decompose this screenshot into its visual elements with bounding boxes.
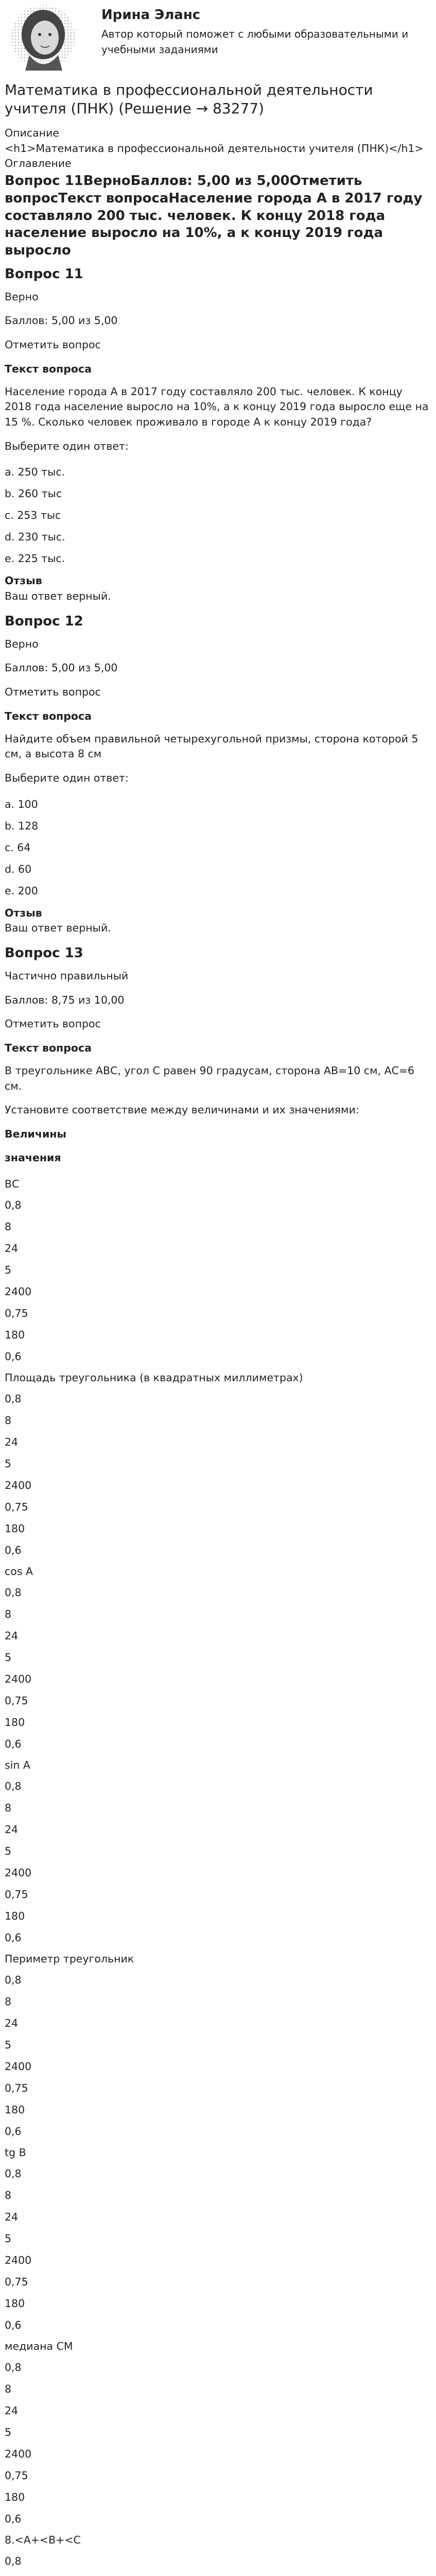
column-header-quantities: Величины [5, 1128, 67, 1140]
match-value-option[interactable]: 24 [5, 1823, 19, 1836]
match-row [5, 1948, 431, 2142]
author-subtitle: Автор который поможет с любыми образовательными и учебными заданиями [101, 27, 409, 56]
match-value-option[interactable]: 0,75 [5, 1694, 28, 1707]
match-row-label: 8.<A+<B+<C [5, 2534, 81, 2547]
match-row-label: Периметр треугольник [5, 1953, 134, 1965]
match-value-option[interactable]: 5 [5, 1264, 12, 1277]
question-score: Баллов: 5,00 из 5,00 [5, 662, 118, 674]
match-value-option[interactable]: 24 [5, 1242, 19, 1255]
feedback-text: Ваш ответ верный. [5, 922, 111, 935]
answer-prompt: Выберите один ответ: [5, 772, 129, 785]
question-title: Вопрос 11 [5, 266, 83, 282]
match-value-option[interactable]: 0,75 [5, 2469, 28, 2482]
match-value-option[interactable]: 8 [5, 1995, 12, 2008]
match-value-option[interactable]: 8 [5, 1802, 12, 1815]
match-value-option[interactable]: 0,75 [5, 1501, 28, 1514]
match-value-option[interactable]: 0,8 [5, 2361, 22, 2374]
column-header-values: значения [5, 1151, 61, 1164]
match-value-option[interactable]: 0,75 [5, 1888, 28, 1901]
match-value-option[interactable]: 0,8 [5, 2167, 22, 2180]
question-text: Найдите объем правильной четырехугольной призмы, сторона которой 5 см, а высота 8 см [5, 732, 418, 760]
match-value-option[interactable]: 5 [5, 1458, 12, 1470]
match-value-option[interactable]: 24 [5, 1630, 19, 1642]
question-status: Частично правильный [5, 969, 129, 982]
question-text-label: Текст вопроса [5, 1042, 92, 1055]
match-row [5, 2530, 431, 2576]
answer-options [5, 793, 431, 902]
match-value-option[interactable]: 2400 [5, 1479, 32, 1492]
answer-option[interactable]: a. 250 тыс. [5, 466, 65, 479]
author-info [82, 4, 431, 57]
match-value-option[interactable]: 180 [5, 1910, 25, 1923]
match-value-option[interactable]: 180 [5, 2297, 25, 2310]
match-value-option[interactable]: 2400 [5, 1673, 32, 1686]
match-value-option[interactable]: 8 [5, 1221, 12, 1233]
question-12 [5, 613, 431, 936]
match-value-option[interactable]: 24 [5, 2211, 19, 2224]
match-value-option[interactable]: 0,8 [5, 2555, 22, 2568]
match-row-label: sin A [5, 1759, 30, 1772]
match-instruction: Установите соответствие между величинами и их значениями: [5, 1104, 359, 1116]
question-11 [5, 266, 431, 604]
match-value-option[interactable]: 8 [5, 2189, 12, 2202]
match-value-option[interactable]: 0,8 [5, 1199, 22, 1212]
match-value-option[interactable]: 8 [5, 2383, 12, 2396]
match-row-label: tg B [5, 2146, 26, 2159]
match-value-option[interactable]: 24 [5, 2017, 19, 2030]
question-text: В треугольнике АВС, угол С равен 90 градусам, сторона АВ=10 см, АС=6 см. [5, 1064, 415, 1092]
description-label: Описание [5, 126, 60, 139]
flag-question-link[interactable]: Отметить вопрос [5, 338, 101, 351]
author-name[interactable]: Ирина Эланс [101, 7, 201, 23]
match-row-label: ВС [5, 1178, 20, 1191]
author-header [5, 0, 431, 71]
match-value-option[interactable]: 180 [5, 1716, 25, 1729]
feedback-text: Ваш ответ верный. [5, 590, 111, 603]
match-value-option[interactable]: 5 [5, 2039, 12, 2052]
match-value-option[interactable]: 180 [5, 2491, 25, 2504]
match-value-option[interactable]: 0,8 [5, 1393, 22, 1405]
match-row [5, 2142, 431, 2336]
author-avatar[interactable] [5, 4, 82, 71]
answer-option[interactable]: d. 230 тыс. [5, 531, 65, 544]
match-value-option[interactable]: 2400 [5, 1867, 32, 1879]
match-value-option[interactable]: 24 [5, 1436, 19, 1449]
answer-option[interactable]: c. 253 тыс [5, 509, 61, 522]
page-title: Математика в профессиональной деятельности учителя (ПНК) (Решение → 83277) [5, 81, 373, 117]
feedback-label: Отзыв [5, 574, 42, 587]
match-value-option[interactable]: 0,8 [5, 1780, 22, 1793]
answer-prompt: Выберите один ответ: [5, 439, 129, 452]
toc-summary: Вопрос 11ВерноБаллов: 5,00 из 5,00Отметить вопросТекст вопросаНаселение города А в 2017 году составляло 200 тыс. человек. К концу 2018 года население выросло на 10%, а к концу 2019 года выросло [5, 173, 423, 259]
question-13 [5, 945, 431, 2576]
match-value-option[interactable]: 5 [5, 2232, 12, 2245]
question-text: Население города А в 2017 году составляло 200 тыс. человек. К концу 2018 года население выросло на 10%, а к концу 2019 года выросло еще на 15 %. Сколько человек проживало в городе А к концу 2019 года? [5, 385, 429, 429]
match-value-option[interactable]: 0,75 [5, 1307, 28, 1320]
match-value-option[interactable]: 2400 [5, 2254, 32, 2267]
question-title: Вопрос 13 [5, 945, 83, 961]
match-row [5, 2336, 431, 2530]
match-row-label: Площадь треугольника (в квадратных миллиметрах) [5, 1371, 303, 1384]
match-value-option[interactable]: 0,6 [5, 2125, 22, 2138]
match-row-label: медиана СМ [5, 2340, 73, 2353]
answer-options [5, 461, 431, 569]
match-value-option[interactable]: 180 [5, 1329, 25, 1342]
answer-option[interactable]: e. 200 [5, 884, 38, 897]
flag-question-link[interactable]: Отметить вопрос [5, 1018, 101, 1030]
match-row [5, 1755, 431, 1948]
answer-option[interactable]: e. 225 тыс. [5, 552, 65, 565]
match-value-option[interactable]: 2400 [5, 2060, 32, 2073]
match-value-option[interactable]: 0,75 [5, 2276, 28, 2289]
match-value-option[interactable]: 0,6 [5, 1544, 22, 1557]
match-value-option[interactable]: 180 [5, 2104, 25, 2116]
match-value-option[interactable]: 0,6 [5, 1931, 22, 1944]
match-value-option[interactable]: 0,6 [5, 2319, 22, 2332]
match-row [5, 1561, 431, 1755]
matching-list [5, 1174, 431, 2576]
match-value-option[interactable]: 180 [5, 1522, 25, 1535]
match-value-option[interactable]: 0,6 [5, 2513, 22, 2526]
flag-question-link[interactable]: Отметить вопрос [5, 686, 101, 699]
match-row [5, 1367, 431, 1561]
match-value-option[interactable]: 0,6 [5, 1350, 22, 1363]
feedback-label: Отзыв [5, 906, 42, 919]
match-value-option[interactable]: 0,8 [5, 1586, 22, 1599]
answer-option[interactable]: a. 100 [5, 798, 38, 810]
match-value-option[interactable]: 2400 [5, 2448, 32, 2461]
match-value-option[interactable]: 0,6 [5, 1738, 22, 1751]
question-score: Баллов: 8,75 из 10,00 [5, 993, 125, 1006]
question-status: Верно [5, 637, 39, 650]
question-text-label: Текст вопроса [5, 362, 92, 375]
question-title: Вопрос 12 [5, 613, 83, 629]
answer-option[interactable]: c. 64 [5, 841, 31, 854]
question-status: Верно [5, 290, 39, 303]
answer-option[interactable]: b. 128 [5, 819, 39, 832]
toc-label: Оглавление [5, 157, 72, 170]
match-value-option[interactable]: 5 [5, 1845, 12, 1858]
match-row-label: cos A [5, 1565, 33, 1578]
match-value-option[interactable]: 8 [5, 1414, 12, 1427]
match-value-option[interactable]: 5 [5, 2426, 12, 2439]
description-raw: <h1>Математика в профессиональной деятельности учителя (ПНК)</h1> [5, 142, 424, 155]
question-text-label: Текст вопроса [5, 709, 92, 722]
answer-option[interactable]: d. 60 [5, 862, 32, 875]
match-value-option[interactable]: 24 [5, 2404, 19, 2417]
question-score: Баллов: 5,00 из 5,00 [5, 314, 118, 327]
answer-option[interactable]: b. 260 тыс [5, 487, 62, 500]
match-value-option[interactable] [5, 2572, 431, 2576]
match-value-option[interactable]: 0,75 [5, 2082, 28, 2095]
match-value-option[interactable]: 2400 [5, 1285, 32, 1298]
match-row [5, 1174, 431, 1367]
match-value-option[interactable]: 5 [5, 1651, 12, 1664]
match-value-option[interactable]: 0,8 [5, 1974, 22, 1987]
match-value-option[interactable]: 8 [5, 1608, 12, 1621]
